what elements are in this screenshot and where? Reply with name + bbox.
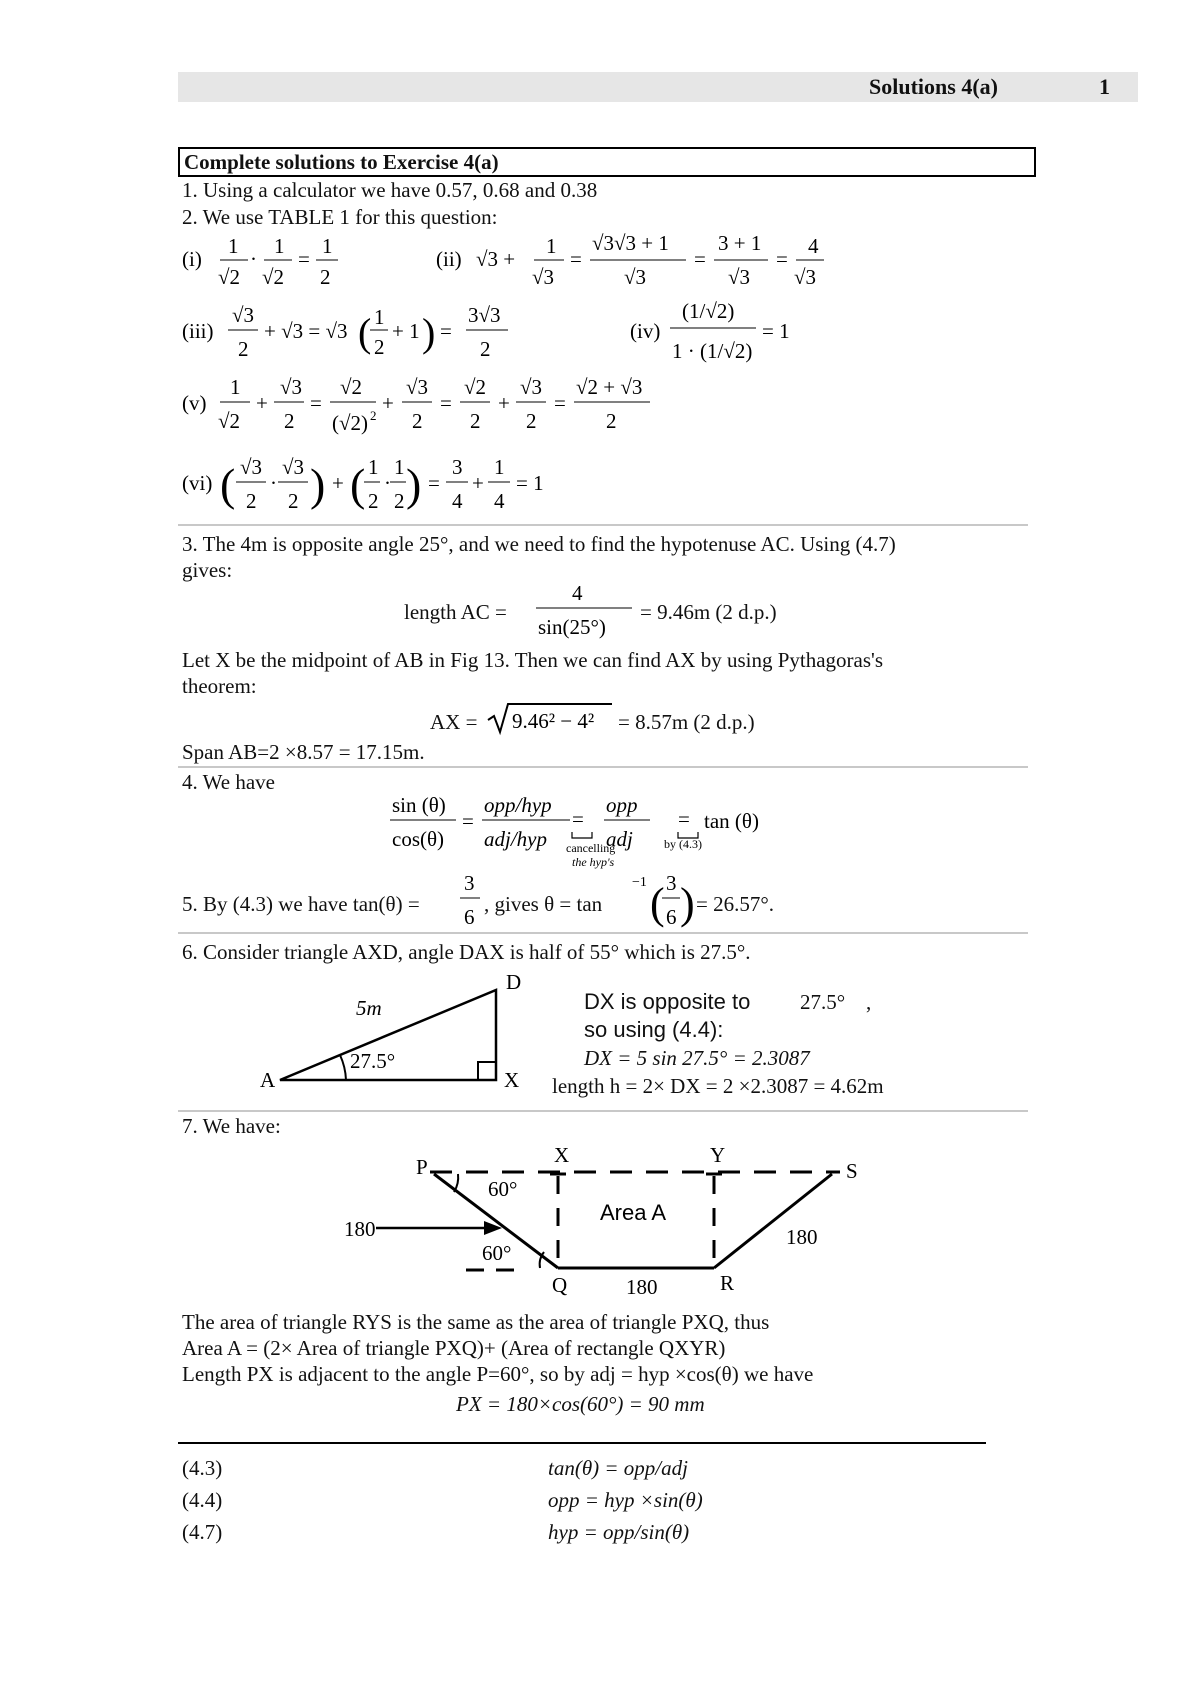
q1-text: 1. Using a calculator we have 0.57, 0.68 and 0.38	[182, 178, 598, 202]
q3-line1: 3. The 4m is opposite angle 25°, and we need to find the hypotenuse AC. Using (4.7)	[182, 532, 896, 556]
svg-text:=: =	[572, 807, 584, 831]
q6-note4: length h = 2× DX = 2 ×2.3087 = 4.62m	[552, 1074, 884, 1098]
q5-fraction	[458, 870, 484, 936]
label-p: P	[416, 1155, 428, 1179]
label-d: D	[506, 970, 522, 994]
svg-text:√3: √3	[240, 455, 263, 479]
len-right: 180	[786, 1225, 818, 1249]
svg-text:√2 + √3: √2 + √3	[576, 375, 643, 399]
q2-expr-iii	[228, 303, 508, 361]
svg-text:√3: √3	[282, 455, 305, 479]
q6-note1c: ,	[866, 990, 872, 1014]
svg-text:= 1: = 1	[516, 471, 544, 495]
svg-text:+: +	[332, 471, 344, 495]
svg-text:√2: √2	[464, 375, 487, 399]
q7-line3: Length PX is adjacent to the angle P=60°, so by adj = hyp ×cos(θ) we have	[182, 1362, 814, 1386]
svg-text:2: 2	[238, 337, 249, 361]
svg-text:√3: √3	[794, 265, 817, 289]
q3-line2: gives:	[182, 558, 233, 582]
svg-text:2: 2	[246, 489, 257, 513]
q6-note3: DX = 5 sin 27.5° = 2.3087	[584, 1046, 810, 1070]
svg-text:adj: adj	[606, 827, 633, 851]
q2-expr-ii	[476, 231, 824, 289]
right-angle-marker	[478, 1062, 496, 1080]
q4-expression	[388, 790, 828, 874]
label-y: Y	[710, 1143, 726, 1167]
q3-sqrt	[486, 700, 616, 736]
svg-text:+: +	[472, 471, 484, 495]
len-left: 180	[344, 1217, 376, 1241]
svg-text:2: 2	[368, 489, 379, 513]
svg-text:4: 4	[808, 234, 819, 258]
svg-text:9.46² − 4²: 9.46² − 4²	[512, 709, 595, 733]
svg-text:=: =	[554, 391, 566, 415]
q2-expr-iv	[670, 299, 790, 363]
svg-text:√3: √3	[532, 265, 555, 289]
svg-text:√3: √3	[624, 265, 647, 289]
svg-text:(: (	[650, 879, 665, 928]
label-a: A	[260, 1068, 276, 1092]
formula-eq: opp = hyp ×sin(θ)	[548, 1488, 703, 1512]
page-header	[178, 72, 1138, 102]
svg-text:√2: √2	[340, 375, 363, 399]
svg-text:+ √3 = √3: + √3 = √3	[264, 319, 348, 343]
svg-text:√2: √2	[218, 265, 241, 289]
svg-text:(: (	[350, 459, 366, 510]
q3-length-ac-label: length AC =	[404, 600, 507, 624]
svg-text:=: =	[776, 247, 788, 271]
svg-text:2: 2	[374, 335, 385, 359]
angle-top: 60°	[488, 1177, 518, 1201]
svg-text:1: 1	[374, 305, 385, 329]
divider	[178, 524, 1028, 526]
svg-text:√3: √3	[280, 375, 303, 399]
q7-intro: 7. We have:	[182, 1114, 281, 1138]
svg-text:): )	[422, 310, 436, 355]
q6-note1b: 27.5°	[800, 990, 846, 1014]
svg-text:1 · (1/√2): 1 · (1/√2)	[672, 339, 753, 363]
svg-text:+ 1: + 1	[392, 319, 420, 343]
header-title: Solutions 4(a)	[869, 74, 998, 99]
svg-text:cos(θ): cos(θ)	[392, 827, 445, 851]
formula-eq: tan(θ) = opp/adj	[548, 1456, 688, 1480]
exercise-title: Complete solutions to Exercise 4(a)	[178, 147, 1036, 177]
svg-text:+: +	[382, 391, 394, 415]
q6-note2: so using (4.4):	[584, 1017, 724, 1042]
q2-expr-v	[218, 375, 650, 435]
svg-text:·: ·	[384, 471, 391, 495]
q4-the-hyps: the hyp's	[572, 855, 615, 869]
svg-text:√3: √3	[232, 303, 255, 327]
svg-text:=: =	[428, 471, 440, 495]
svg-text:1: 1	[546, 234, 557, 258]
svg-text:=: =	[440, 391, 452, 415]
svg-text:1: 1	[322, 234, 333, 258]
svg-text:=: =	[310, 391, 322, 415]
svg-text:=: =	[462, 809, 474, 833]
svg-text:2: 2	[288, 489, 299, 513]
svg-text:sin(25°): sin(25°)	[538, 615, 606, 639]
svg-text:): )	[406, 459, 422, 510]
label-x: X	[554, 1143, 570, 1167]
svg-text:(: (	[220, 459, 236, 510]
svg-text:6: 6	[464, 905, 475, 929]
svg-text:1: 1	[368, 455, 379, 479]
svg-text:2: 2	[480, 337, 491, 361]
svg-text:+: +	[498, 391, 510, 415]
svg-text:·: ·	[250, 247, 257, 271]
svg-text:3: 3	[464, 871, 475, 895]
formula-eq: hyp = opp/sin(θ)	[548, 1520, 690, 1544]
svg-text:2: 2	[320, 265, 331, 289]
q4-cancelling: cancelling	[566, 841, 616, 855]
q3-line3: Let X be the midpoint of AB in Fig 13. Then we can find AX by using Pythagoras's	[182, 648, 883, 672]
q2-label-vi: (vi)	[182, 471, 213, 495]
svg-text:1: 1	[228, 234, 239, 258]
q7-line1: The area of triangle RYS is the same as the area of triangle PXQ, thus	[182, 1310, 770, 1334]
q7-trapezium-diagram	[330, 1140, 890, 1300]
svg-text:adj/hyp: adj/hyp	[484, 827, 547, 851]
svg-text:= 1: = 1	[762, 319, 790, 343]
q5-text-a: 5. By (4.3) we have tan(θ) =	[182, 892, 420, 916]
q2-label-i: (i)	[182, 247, 202, 271]
svg-text:√3: √3	[406, 375, 429, 399]
q2-expr-vi	[220, 455, 544, 513]
angle-bottom: 60°	[482, 1241, 512, 1265]
svg-text:=: =	[570, 247, 582, 271]
svg-text:2: 2	[394, 489, 405, 513]
q3-span: Span AB=2 ×8.57 = 17.15m.	[182, 740, 425, 764]
label-r: R	[720, 1271, 735, 1295]
svg-text:3: 3	[666, 871, 677, 895]
svg-text:√3√3 + 1: √3√3 + 1	[592, 231, 669, 255]
svg-text:4: 4	[452, 489, 463, 513]
label-s: S	[846, 1159, 858, 1183]
q6-note1a: DX is opposite to	[584, 989, 751, 1014]
q3-ax-label: AX =	[430, 710, 478, 734]
len-bottom: 180	[626, 1275, 658, 1299]
q5-text-b: , gives θ = tan	[484, 892, 603, 916]
q2-expressions	[178, 228, 1038, 518]
svg-text:opp: opp	[606, 793, 638, 817]
svg-text:√2: √2	[262, 265, 285, 289]
svg-text:1: 1	[394, 455, 405, 479]
page-number: 1	[1099, 74, 1110, 99]
q3-length-ac-result: = 9.46m (2 d.p.)	[640, 600, 777, 624]
q6-intro: 6. Consider triangle AXD, angle DAX is half of 55° which is 27.5°.	[182, 940, 751, 964]
q5-text-c: = 26.57°.	[696, 892, 774, 916]
svg-text:): )	[310, 459, 326, 510]
angle-arc	[340, 1055, 346, 1080]
svg-text:): )	[680, 879, 695, 928]
side-rs	[714, 1174, 832, 1268]
svg-text:2: 2	[370, 408, 377, 423]
svg-text:=: =	[440, 319, 452, 343]
q4-intro: 4. We have	[182, 770, 275, 794]
svg-text:=: =	[694, 247, 706, 271]
svg-text:2: 2	[606, 409, 617, 433]
svg-text:2: 2	[526, 409, 537, 433]
q7-line2: Area A = (2× Area of triangle PXQ)+ (Area of rectangle QXYR)	[182, 1336, 726, 1360]
svg-text:4: 4	[494, 489, 505, 513]
q4-by43: by (4.3)	[664, 837, 702, 851]
q2-expr-i	[218, 234, 338, 289]
svg-text:opp/hyp: opp/hyp	[484, 793, 552, 817]
q2-label-iii: (iii)	[182, 319, 214, 343]
svg-text:(√2): (√2)	[332, 411, 369, 435]
svg-text:+: +	[256, 391, 268, 415]
area-label: Area A	[600, 1200, 667, 1225]
svg-text:sin (θ): sin (θ)	[392, 793, 446, 817]
q2-intro: 2. We use TABLE 1 for this question:	[182, 205, 498, 229]
label-q: Q	[552, 1273, 568, 1297]
svg-text:2: 2	[412, 409, 423, 433]
svg-text:(1/√2): (1/√2)	[682, 299, 735, 323]
q5-arctan	[630, 868, 700, 936]
svg-text:tan (θ): tan (θ)	[704, 809, 759, 833]
q2-label-v: (v)	[182, 391, 207, 415]
svg-text:√3: √3	[520, 375, 543, 399]
svg-text:3√3: 3√3	[468, 303, 501, 327]
q6-triangle-diagram	[250, 965, 530, 1100]
svg-text:√3 +: √3 +	[476, 247, 516, 271]
svg-text:√3: √3	[728, 265, 751, 289]
label-x: X	[504, 1068, 520, 1092]
divider	[178, 932, 1028, 934]
formula-divider	[178, 1442, 986, 1444]
q3-fraction	[530, 580, 640, 644]
svg-text:√2: √2	[218, 409, 241, 433]
svg-text:2: 2	[470, 409, 481, 433]
svg-text:1: 1	[230, 375, 241, 399]
svg-text:6: 6	[666, 905, 677, 929]
svg-text:1: 1	[494, 455, 505, 479]
q7-formula: PX = 180×cos(60°) = 90 mm	[456, 1392, 705, 1416]
label-angle: 27.5°	[350, 1049, 396, 1073]
svg-text:3: 3	[452, 455, 463, 479]
q3-line4: theorem:	[182, 674, 257, 698]
svg-text:4: 4	[572, 581, 583, 605]
svg-text:·: ·	[270, 471, 277, 495]
svg-text:−1: −1	[632, 875, 647, 890]
svg-text:3 + 1: 3 + 1	[718, 231, 762, 255]
svg-text:1: 1	[274, 234, 285, 258]
q2-label-ii: (ii)	[436, 247, 462, 271]
formula-ref: (4.7)	[182, 1520, 223, 1544]
svg-text:2: 2	[284, 409, 295, 433]
svg-text:(: (	[358, 310, 372, 355]
q3-ax-result: = 8.57m (2 d.p.)	[618, 710, 755, 734]
divider	[178, 1110, 1028, 1112]
q2-label-iv: (iv)	[630, 319, 661, 343]
label-hyp: 5m	[356, 996, 382, 1020]
svg-text:=: =	[678, 807, 690, 831]
formula-ref: (4.3)	[182, 1456, 223, 1480]
svg-text:=: =	[298, 247, 310, 271]
formula-ref: (4.4)	[182, 1488, 223, 1512]
divider	[178, 766, 1028, 768]
